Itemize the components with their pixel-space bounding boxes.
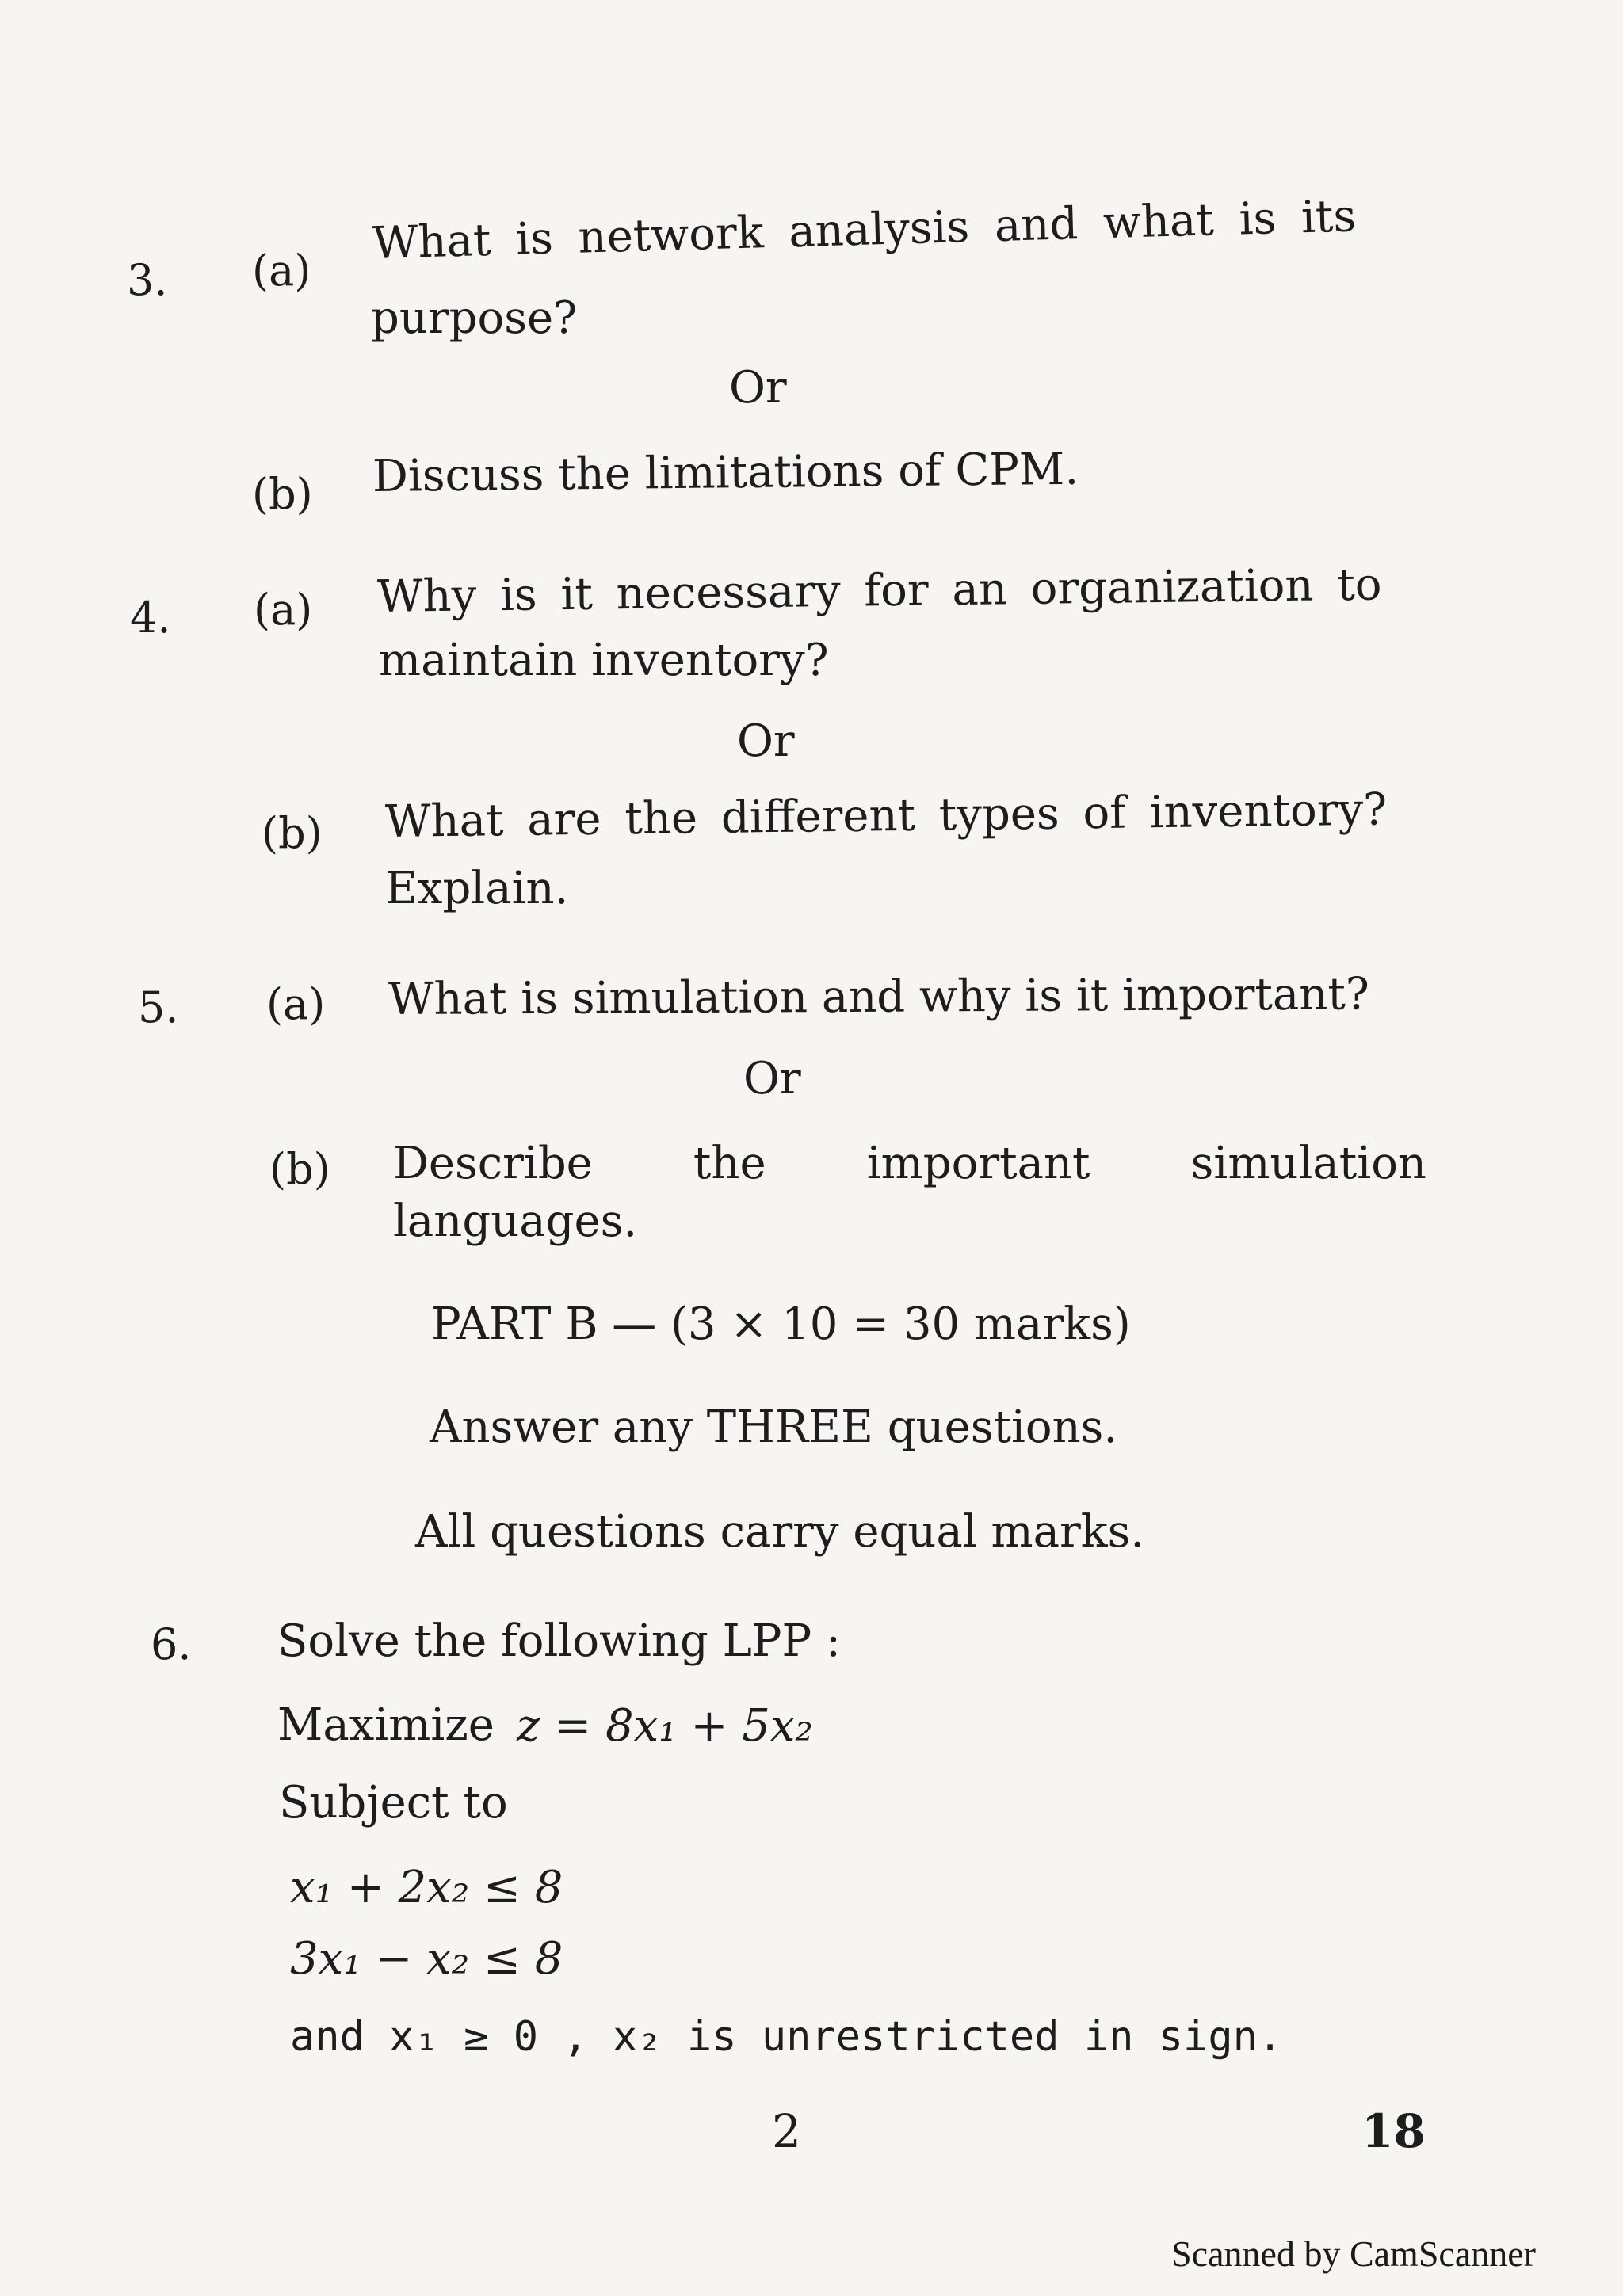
question-6-intro: Solve the following LPP : xyxy=(277,1615,841,1667)
question-5-or: Or xyxy=(743,1053,801,1104)
part-b-instruction-2: All questions carry equal marks. xyxy=(415,1506,1145,1558)
question-3a-text-cont: purpose? xyxy=(371,292,578,344)
question-4b-label: (b) xyxy=(262,808,323,858)
question-4-number: 4. xyxy=(130,593,171,643)
part-b-heading: PART B — (3 × 10 = 30 marks) xyxy=(431,1299,1131,1350)
question-4a-text-cont: maintain inventory? xyxy=(379,635,829,686)
question-3b-text: Discuss the limitations of CPM. xyxy=(372,443,1079,502)
question-5-number: 5. xyxy=(138,982,179,1032)
question-4b-text: What are the different types of inventory? xyxy=(384,784,1388,848)
question-6-subject-to: Subject to xyxy=(279,1777,508,1829)
page-number: 2 xyxy=(772,2104,801,2158)
question-5b-word: important xyxy=(866,1138,1090,1189)
question-5b-word: the xyxy=(693,1138,766,1189)
paper-code: 18 xyxy=(1361,2104,1426,2158)
question-4a-label: (a) xyxy=(254,585,313,635)
question-6-number: 6. xyxy=(151,1619,192,1669)
scanner-watermark: Scanned by CamScanner xyxy=(1171,2233,1536,2274)
question-3b-label: (b) xyxy=(252,469,313,519)
question-5a-text: What is simulation and why is it important? xyxy=(388,968,1370,1025)
question-5b-text xyxy=(393,1138,1426,1189)
question-3-or: Or xyxy=(729,362,787,414)
question-6-sign-condition: and x₁ ≥ 0 , x₂ is unrestricted in sign. xyxy=(290,2013,1283,2061)
question-6-maximize: Maximize xyxy=(277,1699,495,1751)
question-4b-text-cont: Explain. xyxy=(385,863,569,914)
question-3-number: 3. xyxy=(127,255,168,305)
question-4a-text: Why is it necessary for an organization to xyxy=(376,559,1382,623)
part-b-instruction-1: Answer any THREE questions. xyxy=(430,1402,1118,1453)
question-3a-text: What is network analysis and what is its xyxy=(372,190,1358,269)
question-6-constraint-1: x₁ + 2x₂ ≤ 8 xyxy=(290,1862,563,1913)
question-5a-label: (a) xyxy=(266,979,326,1029)
question-5b-word: simulation xyxy=(1190,1138,1426,1189)
question-5b-label: (b) xyxy=(269,1144,330,1194)
question-6-objective: z = 8x₁ + 5x₂ xyxy=(517,1700,813,1752)
question-4-or: Or xyxy=(737,715,795,767)
question-6-constraint-2: 3x₁ − x₂ ≤ 8 xyxy=(290,1933,563,1985)
question-5b-text-cont: languages. xyxy=(393,1196,638,1247)
question-5b-word: Describe xyxy=(393,1138,593,1189)
question-3a-label: (a) xyxy=(252,246,311,296)
